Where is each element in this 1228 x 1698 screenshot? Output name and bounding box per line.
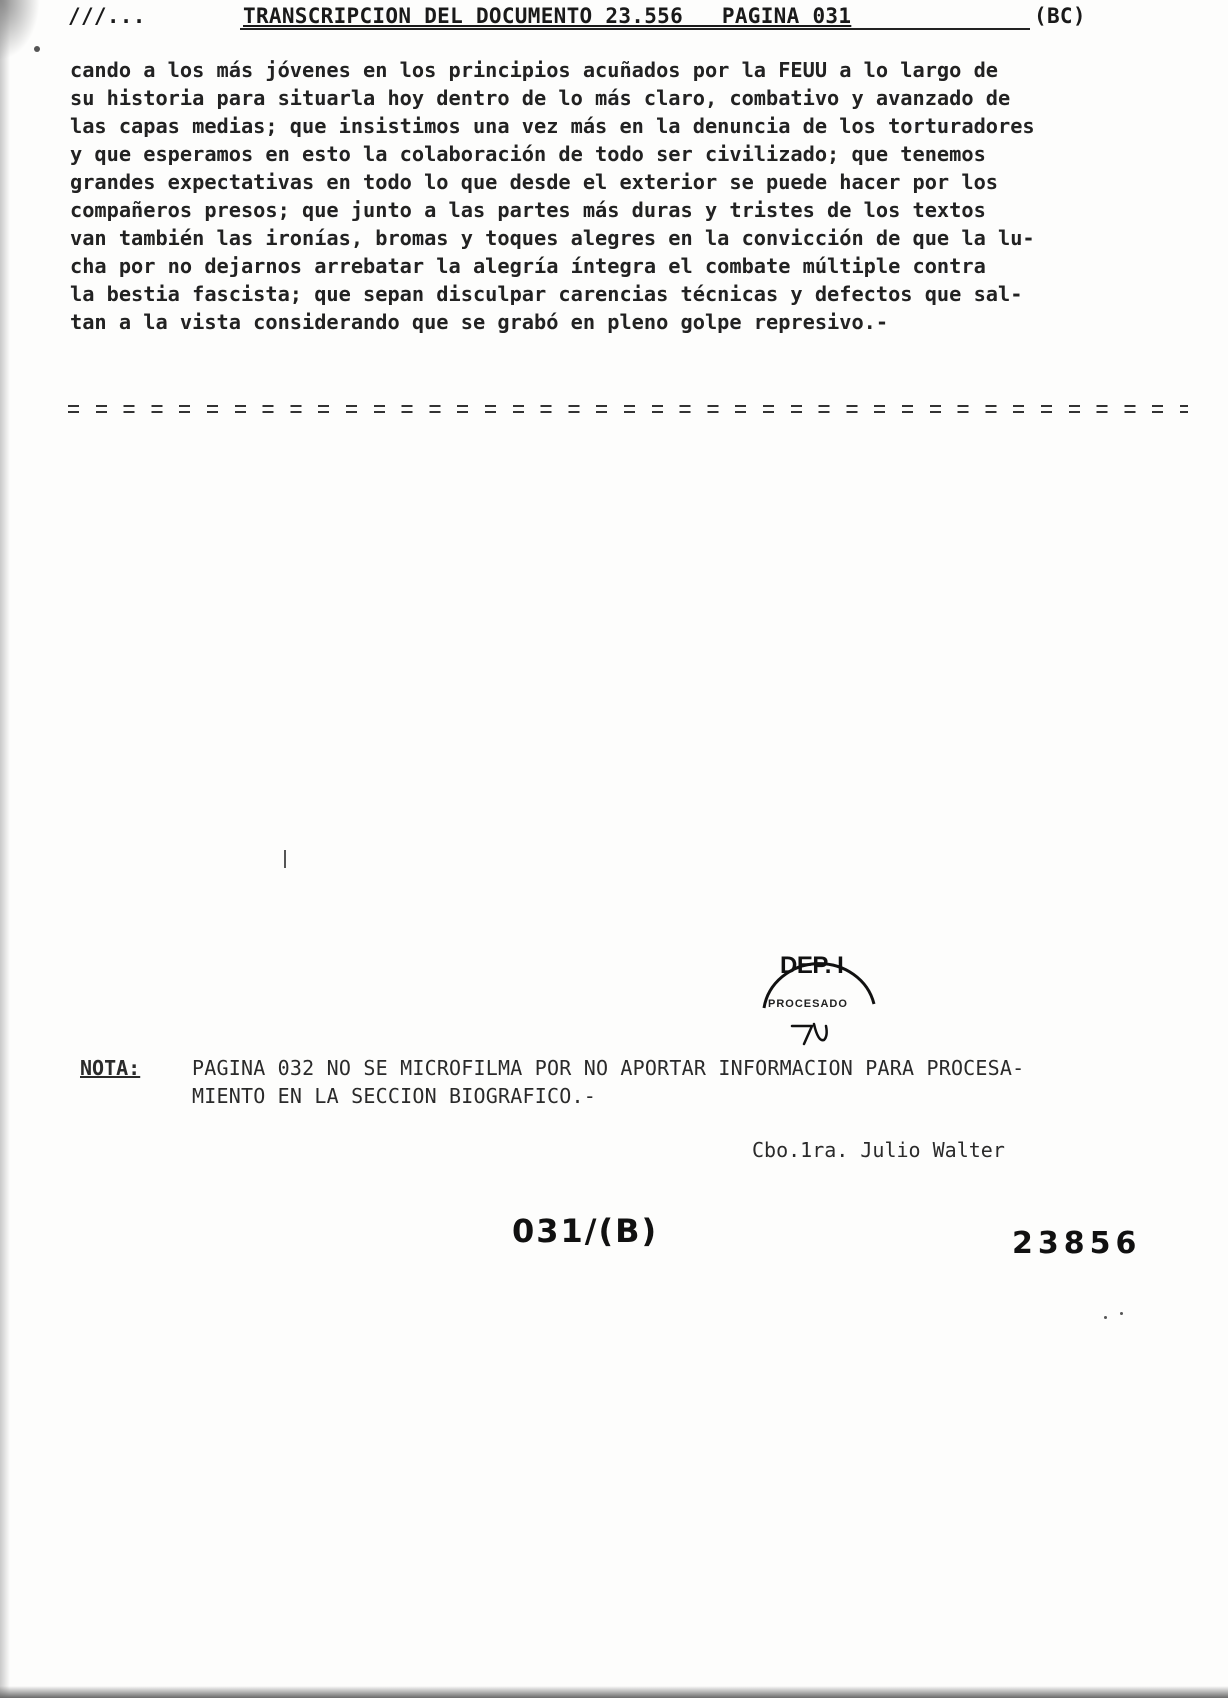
transcription-body bbox=[70, 56, 1180, 336]
scan-speck bbox=[34, 46, 40, 52]
continuation-mark: ///... bbox=[68, 4, 146, 28]
body-line: grandes expectativas en todo lo que desde el exterior se puede hacer por los bbox=[70, 170, 998, 194]
body-line: tan a la vista considerando que se grabó en pleno golpe represivo.- bbox=[70, 310, 889, 334]
scan-speck bbox=[1104, 1316, 1107, 1319]
body-line: van también las ironías, bromas y toques alegres en la convicción de que la lu- bbox=[70, 226, 1035, 250]
scan-edge-left bbox=[0, 0, 10, 1698]
stamp-status: PROCESADO bbox=[768, 998, 848, 1010]
body-line: la bestia fascista; que sepan disculpar carencias técnicas y defectos que sal- bbox=[70, 282, 1023, 306]
body-line: y que esperamos en esto la colaboración de todo ser civilizado; que tenemos bbox=[70, 142, 986, 166]
scan-speck bbox=[1120, 1312, 1123, 1315]
page-number: 031/(B) bbox=[512, 1212, 659, 1250]
note-text: PAGINA 032 NO SE MICROFILMA POR NO APORTAR INFORMACION PARA PROCESA- MIENTO EN LA SECCION BIOGRAFICO.- bbox=[192, 1056, 1025, 1108]
header-title: TRANSCRIPCION DEL DOCUMENTO 23.556 PAGINA 031 bbox=[243, 4, 852, 28]
stamp-initials bbox=[788, 1020, 832, 1050]
body-line: cha por no dejarnos arrebatar la alegría íntegra el combate múltiple contra bbox=[70, 254, 986, 278]
stamp-dept: DEP. I bbox=[780, 952, 844, 979]
body-line: compañeros presos; que junto a las partes más duras y tristes de los textos bbox=[70, 198, 986, 222]
document-number: 23856 bbox=[1012, 1226, 1142, 1261]
note-label: NOTA: bbox=[80, 1056, 141, 1080]
header-underline bbox=[240, 28, 1030, 30]
body-line: su historia para situarla hoy dentro de lo más claro, combativo y avanzado de bbox=[70, 86, 1011, 110]
scan-speck bbox=[284, 850, 286, 868]
body-line: las capas medias; que insistimos una vez más en la denuncia de los torturadores bbox=[70, 114, 1035, 138]
department-stamp bbox=[752, 946, 882, 1026]
header-code: (BC) bbox=[1034, 4, 1086, 28]
signature-line: Cbo.1ra. Julio Walter bbox=[752, 1138, 1005, 1162]
section-separator bbox=[68, 405, 1188, 419]
body-line: cando a los más jóvenes en los principios acuñados por la FEUU a lo largo de bbox=[70, 58, 998, 82]
page-header bbox=[68, 4, 1108, 30]
scan-edge-bottom bbox=[0, 1686, 1228, 1698]
